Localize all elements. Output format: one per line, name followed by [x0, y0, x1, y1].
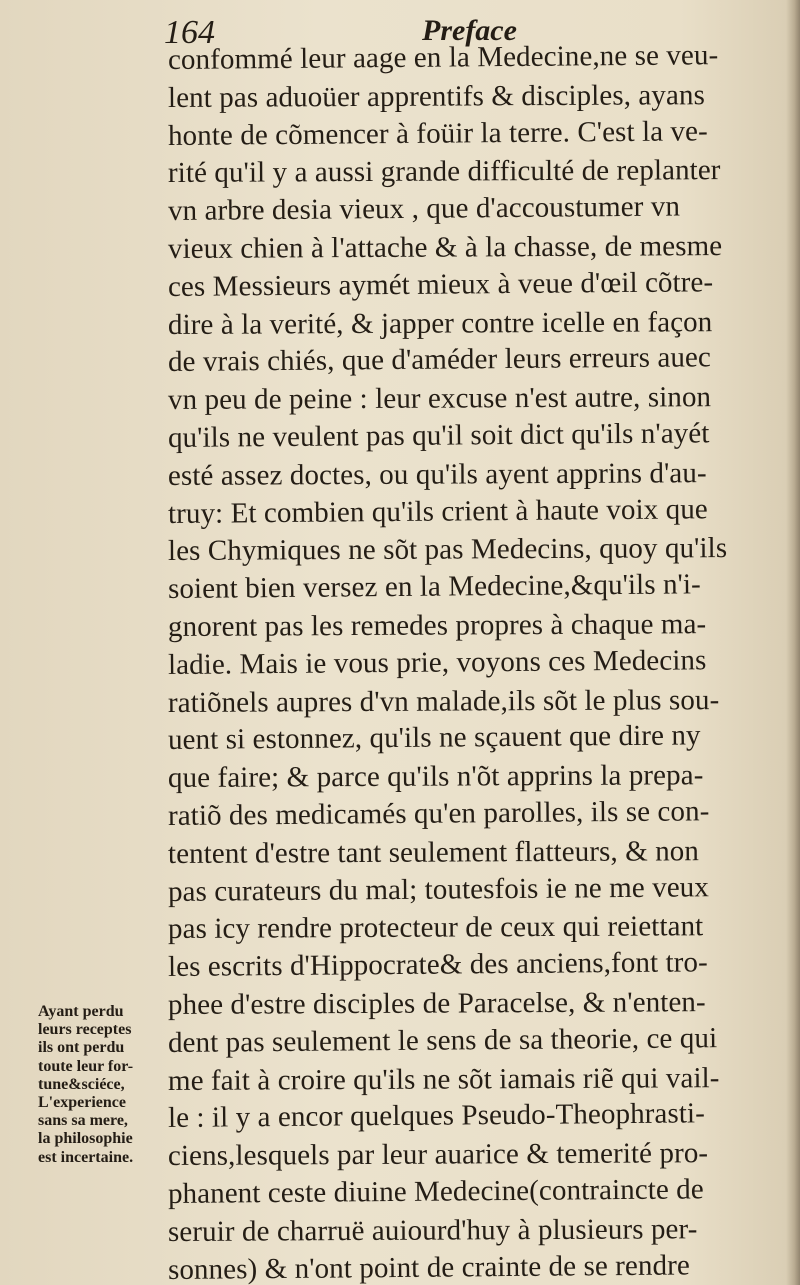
margin-note-line: Ayant perdu: [38, 1003, 124, 1020]
margin-note-line: L'experience: [38, 1093, 126, 1111]
text-line: dent pas seulement le sens de sa theorie, ce qui: [167, 1021, 718, 1059]
page-number: 164: [164, 14, 215, 51]
margin-note-line: tune&sciéce,: [38, 1075, 125, 1093]
text-line: esté assez doctes, ou qu'ils ayent apprins d'au-: [167, 456, 707, 492]
text-line: lent pas aduoüer apprentifs & disciples, ayans: [167, 78, 706, 114]
text-line: confommé leur aage en la Medecine,ne se veu-: [167, 39, 719, 76]
text-line: me fait à croire qu'ils ne sõt iamais riẽ qui vail-: [167, 1061, 720, 1097]
body-text: [167, 39, 788, 1285]
page-gutter-shadow: [786, 0, 800, 1285]
text-line: ces Messieurs aymét mieux à veue d'œil cõtre-: [167, 266, 714, 303]
margin-note-line: ils ont perdu: [38, 1039, 125, 1057]
text-line: gnorent pas les remedes propres à chaque ma-: [167, 608, 707, 643]
text-line: phanent ceste diuine Medecine(contraincte de: [167, 1173, 704, 1210]
running-title: Preface: [422, 14, 517, 47]
text-line: ratiõ des medicamés qu'en parolles, ils se con-: [167, 795, 710, 832]
text-line: les escrits d'Hippocrate& des anciens,font tro-: [167, 946, 708, 984]
text-line: ratiõnels aupres d'vn malade,ils sõt le plus sou-: [167, 683, 720, 719]
text-line: dire à la verité, & japper contre icelle en façon: [167, 305, 713, 341]
margin-note-line: est incertaine.: [38, 1148, 134, 1166]
text-line: vn arbre desia vieux , que d'accoustumer vn: [167, 190, 681, 228]
margin-note-line: leurs receptes: [38, 1021, 132, 1039]
text-line: de vrais chiés, que d'améder leurs erreurs auec: [167, 341, 712, 379]
text-line: vieux chien à l'attache & à la chasse, de mesme: [167, 230, 723, 265]
text-line: vn peu de peine : leur excuse n'est autre, sinon: [167, 381, 712, 417]
text-line: phee d'estre disciples de Paracelse, & n'enten-: [167, 986, 706, 1021]
text-line: uent si estonnez, qu'ils ne sçauent que dire ny: [167, 719, 701, 757]
text-line: ciens,lesquels par leur auarice & temerité pro-: [167, 1137, 709, 1173]
text-line: honte de cõmencer à foüir la terre. C'est la ve-: [167, 114, 708, 152]
text-line: que faire; & parce qu'ils n'õt apprins la prepa-: [167, 759, 704, 795]
text-line: pas curateurs du mal; toutesfois ie ne me veux: [167, 870, 710, 908]
text-line: les Chymiques ne sõt pas Medecins, quoy qu'ils: [167, 532, 728, 568]
text-line: rité qu'il y a aussi grande difficulté de replanter: [167, 154, 721, 190]
margin-note: [38, 1003, 168, 1167]
text-line: pas icy rendre protecteur de ceux qui reiettant: [167, 910, 704, 946]
text-line: ladie. Mais ie vous prie, voyons ces Medecins: [167, 644, 707, 681]
margin-note-line: sans sa mere,: [38, 1112, 128, 1130]
margin-note-line: toute leur for-: [38, 1057, 134, 1075]
text-line: soient bien versez en la Medecine,&qu'ils n'i-: [167, 568, 701, 606]
text-line: truy: Et combien qu'ils crient à haute voix que: [167, 492, 708, 530]
text-line: seruir de charruë auiourd'huy à plusieurs per-: [167, 1212, 698, 1248]
text-line: tentent d'estre tant seulement flatteurs, & non: [167, 834, 700, 870]
text-line: qu'ils ne veulent pas qu'il soit dict qu'ils n'ayét: [167, 417, 710, 454]
text-line: sonnes) & n'ont point de crainte de se rendre: [167, 1248, 691, 1285]
text-line: le : il y a encor quelques Pseudo-Theophrasti-: [167, 1097, 706, 1135]
margin-note-line: la philosophie: [38, 1130, 133, 1148]
